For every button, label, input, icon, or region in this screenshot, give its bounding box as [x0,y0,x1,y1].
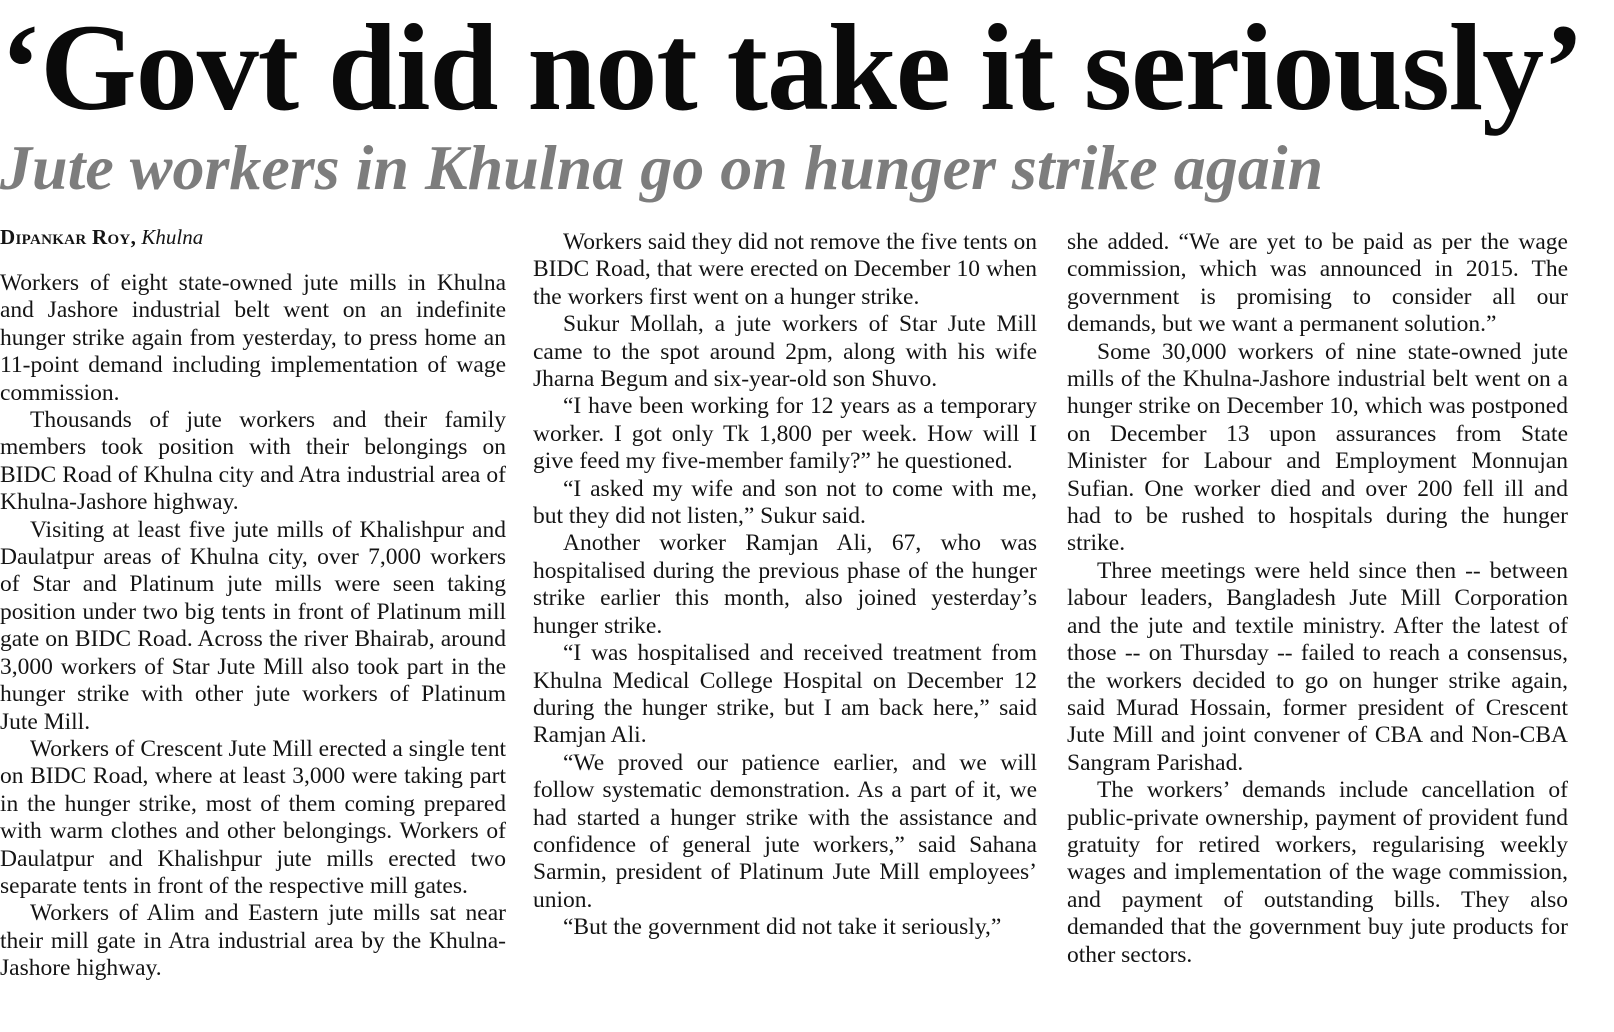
paragraph: Workers said they did not remove the five tents on BIDC Road, that were erected on December 10 when the workers first went on a hunger strike. [533,229,1037,310]
paragraph: “But the government did not take it seriously,” [563,914,1002,941]
subheadline: Jute workers in Khulna go on hunger strike again [0,132,1324,203]
article-column-2 [533,229,1037,942]
paragraph: Visiting at least five jute mills of Khalishpur and Daulatpur areas of Khulna city, over 7,000 workers of Star and Platinum jute mills were seen taking position under two big tents in front of Platinum mill gate on BIDC Road. Across the river Bhairab, around 3,000 workers of Star Jute Mill also took part in the hunger strike with other jute workers of Platinum Jute Mill. [0,516,506,735]
paragraph: “I asked my wife and son not to come with me, but they did not listen,” Sukur said. [533,475,1037,530]
byline-author: Dipankar Roy, [0,225,137,249]
article-column-3 [1067,229,1568,969]
byline [0,224,203,250]
paragraph: Another worker Ramjan Ali, 67, who was hospitalised during the previous phase of the hunger strike earlier this month, also joined yesterday’s hunger strike. [533,530,1037,639]
paragraph: “I was hospitalised and received treatment from Khulna Medical College Hospital on December 12 during the hunger strike, but I am back here,” said Ramjan Ali. [533,640,1037,749]
paragraph: Thousands of jute workers and their family members took position with their belongings on BIDC Road of Khulna city and Atra industrial area of Khulna-Jashore highway. [0,407,506,516]
paragraph: “We proved our patience earlier, and we will follow systematic demonstration. As a part of it, we had started a hunger strike with the assistance and confidence of general jute workers,” said Sahana Sarmin, president of Platinum Jute Mill employees’ union. [533,749,1037,913]
paragraph: Workers of Alim and Eastern jute mills sat near their mill gate in Atra industrial area by the Khulna-Jashore highway. [0,900,506,982]
byline-location: Khulna [141,225,204,249]
paragraph: “I have been working for 12 years as a temporary worker. I got only Tk 1,800 per week. How will I give feed my five-member family?” he questioned. [533,393,1037,475]
article-column-1 [0,270,506,983]
headline: ‘Govt did not take it seriously’ [0,0,1584,136]
paragraph: Workers of Crescent Jute Mill erected a single tent on BIDC Road, where at least 3,000 were taking part in the hunger strike, most of them coming prepared with warm clothes and other belongings. Workers of Daulatpur and Khalishpur jute mills erected two separate tents in front of the respective mill gates. [0,735,506,899]
paragraph: The workers’ demands include cancellation of public-private ownership, payment of provident fund gratuity for retired workers, regularising weekly wages and implementation of the wage commission, and payment of outstanding bills. They also demanded that the government buy jute products for other sectors. [1067,777,1568,968]
paragraph: Some 30,000 workers of nine state-owned jute mills of the Khulna-Jashore industrial belt went on a hunger strike on December 10, which was postponed on December 13 upon assurances from State Minister for Labour and Employment Monnujan Sufian. One worker died and over 200 fell ill and had to be rushed to hospitals during the hunger strike. [1067,338,1568,557]
paragraph: Workers of eight state-owned jute mills in Khulna and Jashore industrial belt went on an indefinite hunger strike again from yesterday, to press home an 11-point demand including implementation of wage commission. [0,270,506,406]
paragraph: she added. “We are yet to be paid as per the wage commission, which was announced in 2015. The government is promising to consider all our demands, but we want a permanent solution.” [1067,229,1568,338]
paragraph: Three meetings were held since then -- between labour leaders, Bangladesh Jute Mill Corporation and the jute and textile ministry. After the latest of those -- on Thursday -- failed to reach a consensus, the workers decided to go on hunger strike again, said Murad Hossain, former president of Crescent Jute Mill and joint convener of CBA and Non-CBA Sangram Parishad. [1067,557,1568,776]
paragraph: Sukur Mollah, a jute workers of Star Jute Mill came to the spot around 2pm, along with his wife Jharna Begum and six-year-old son Shuvo. [533,311,1037,393]
